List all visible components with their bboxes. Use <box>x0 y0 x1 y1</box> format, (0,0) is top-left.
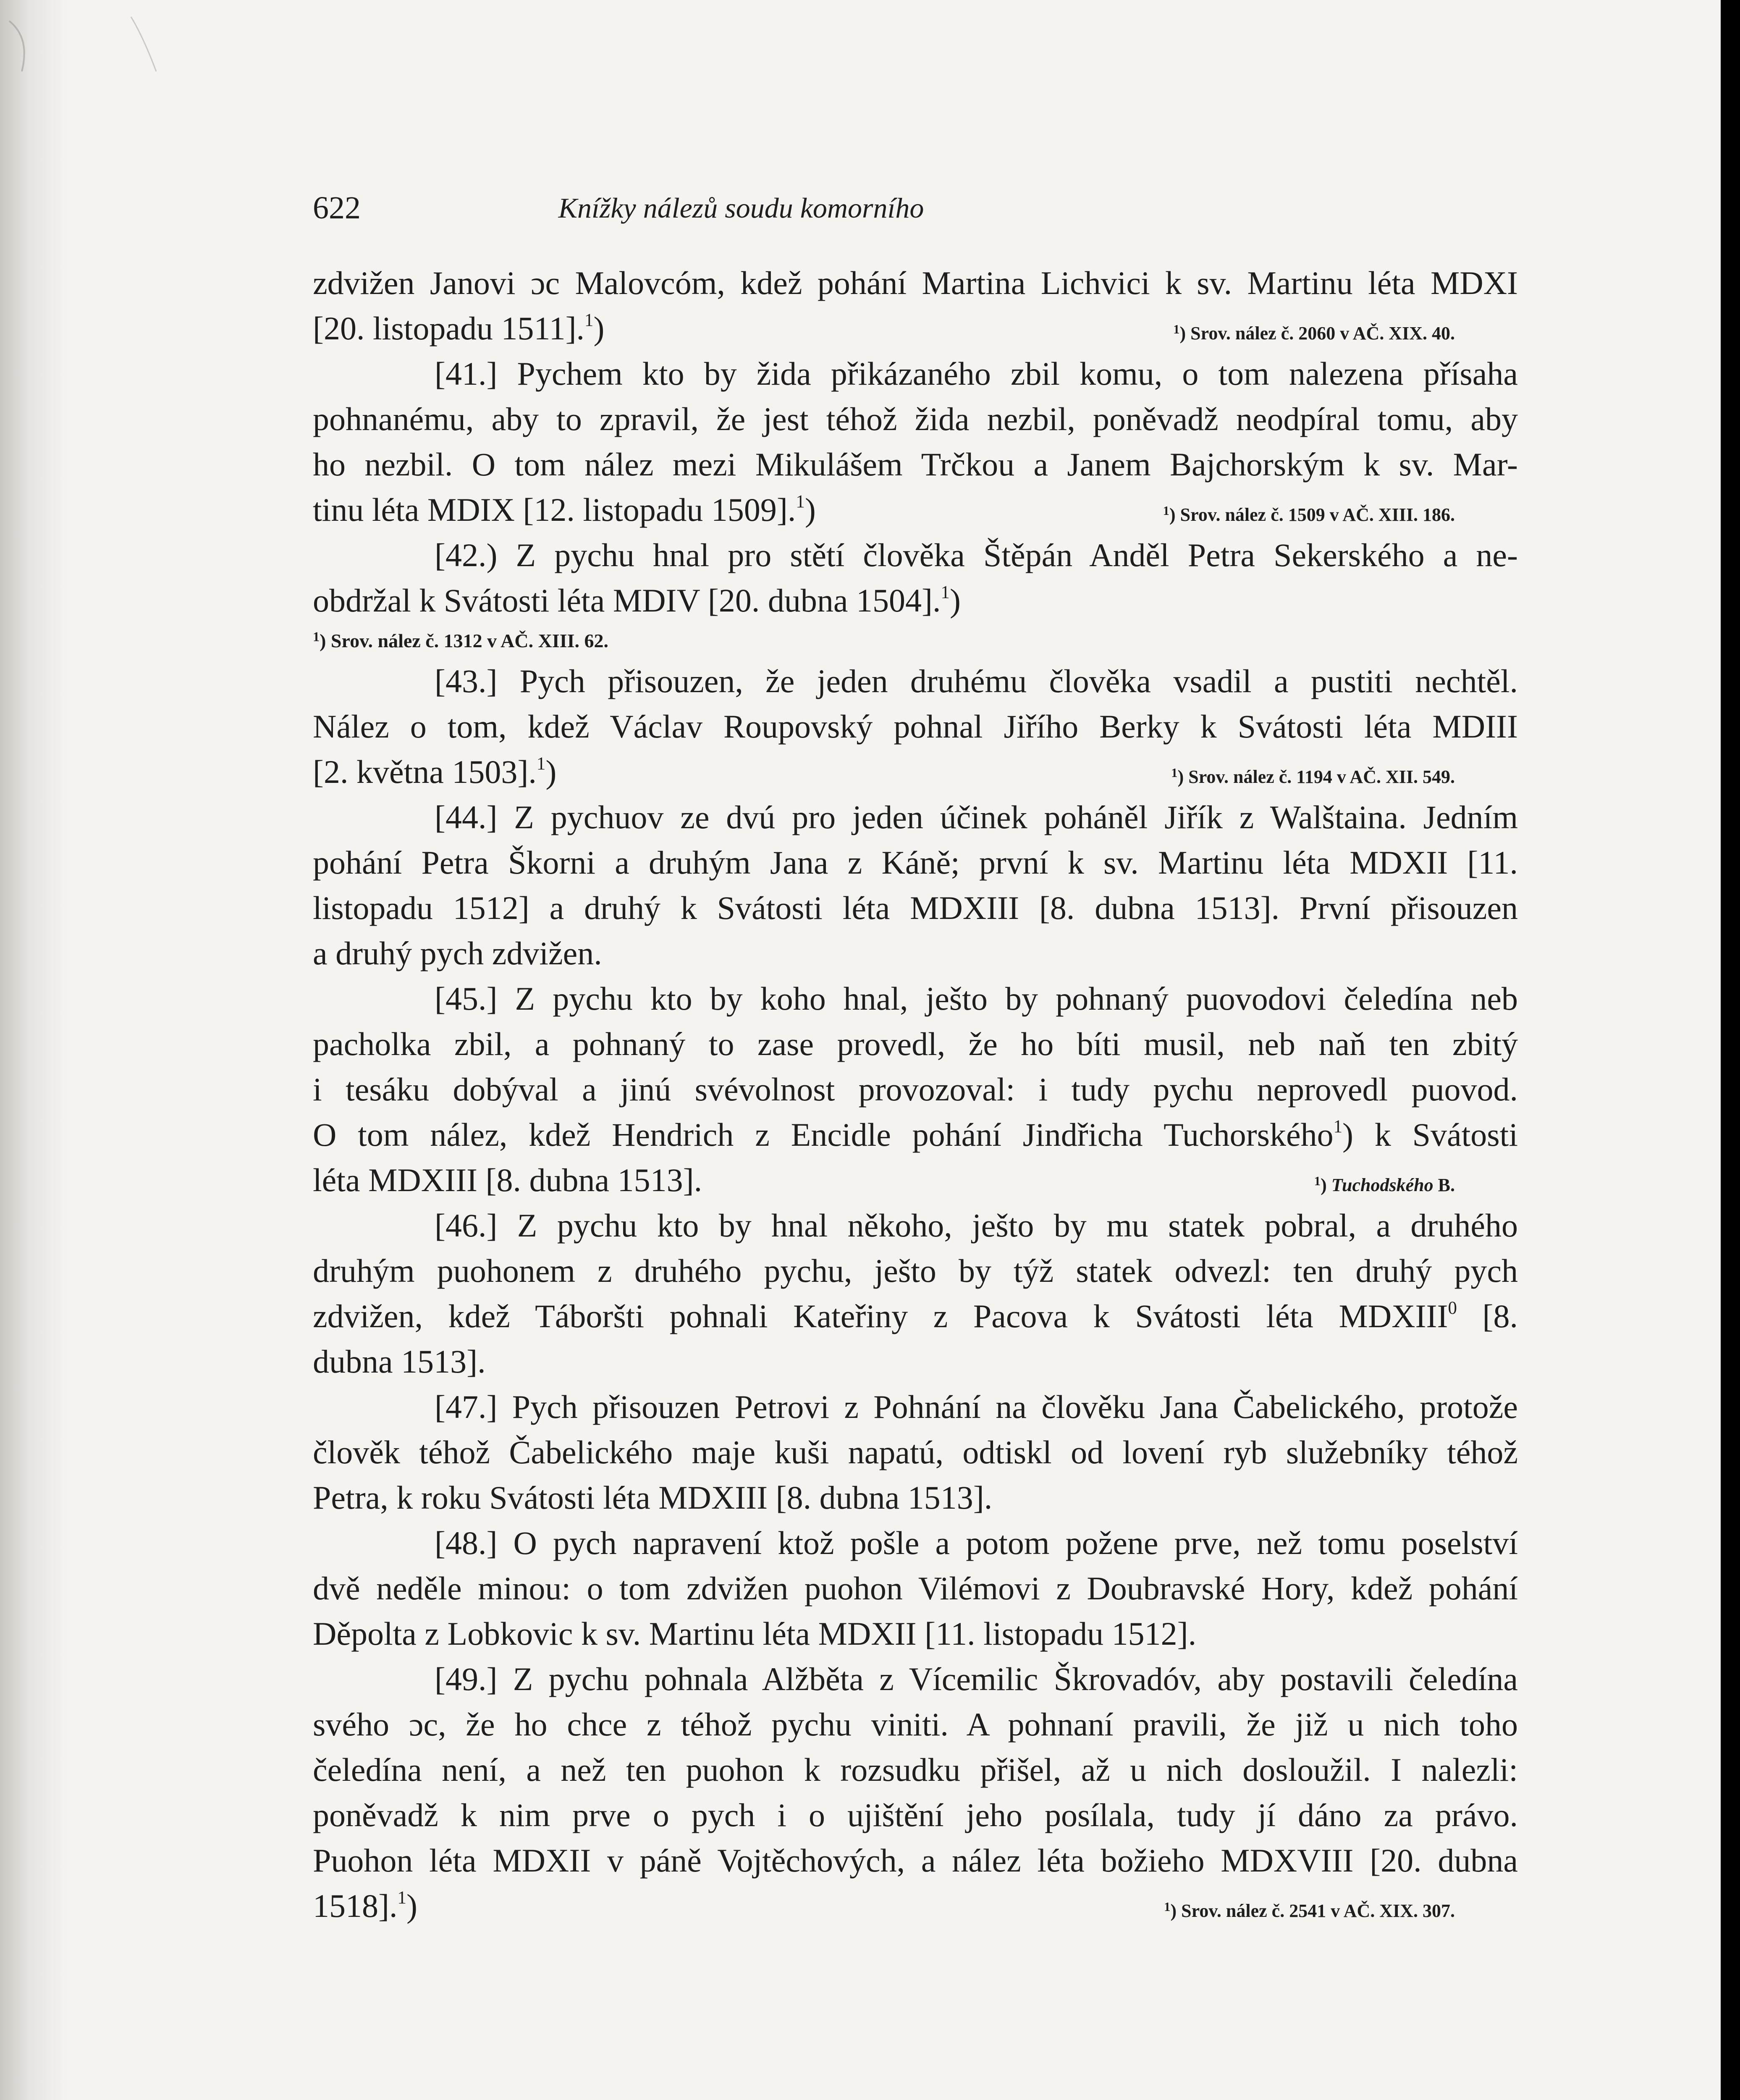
line-text: 1518]. <box>313 1887 398 1924</box>
text-line: ho nezbil. O tom nález mezi Mikulášem Trčkou a Janem Bajchorským k sv. Mar- <box>313 446 1518 483</box>
body-text <box>313 260 1518 1929</box>
scan-edge-right <box>1721 0 1740 2100</box>
text-line: Puohon léta MDXII v páně Vojtěchových, a nález léta božieho MDXVIII [20. dubna <box>313 1842 1518 1879</box>
text-line: 1518].$^1$) $^1$) Srov. nález č. 2541 v AČ. XIX. 307. <box>313 1883 1518 1929</box>
text-line: člověk téhož Čabelického maje kuši napatú, odtiskl od lovení ryb služebníky téhož <box>313 1434 1518 1470</box>
text-line: druhým puohonem z druhého pychu, ješto by týž statek odvezl: ten druhý pych <box>313 1252 1518 1289</box>
paragraph-start: [46.] Z pychu kto by hnal někoho, ješto by mu statek pobral, a druhého <box>435 1207 1518 1244</box>
footnote: $^1$) Srov. nález č. 1509 v AČ. XIII. 186. <box>1163 504 1455 525</box>
line-text: [2. května 1503]. <box>313 753 537 790</box>
paragraph-start: [43.] Pych přisouzen, že jeden druhému člověka vsadil a pustiti nechtěl. <box>435 663 1518 699</box>
footnote-ref: 1 <box>397 1887 406 1908</box>
footnote: $^1$) Srov. nález č. 1312 v AČ. XIII. 62. <box>313 629 608 651</box>
paragraph-start: [42.) Z pychu hnal pro stětí člověka Štěpán Anděl Petra Sekerského a ne- <box>435 537 1518 573</box>
text-line: tinu léta MDIX [12. listopadu 1509].$^1$) $^1$) Srov. nález č. 1509 v AČ. XIII. 186. <box>313 487 1518 533</box>
text-line: Petra, k roku Svátosti léta MDXIII [8. dubna 1513]. <box>313 1479 993 1516</box>
running-title: Knížky nálezů soudu komorního <box>558 192 924 224</box>
text-line: obdržal k Svátosti léta MDIV [20. dubna 1504].$^1$) <box>313 582 961 619</box>
footnote: $^1$) Srov. nález č. 2541 v AČ. XIX. 307. <box>1164 1900 1455 1921</box>
text-line: zdvižen Janovi ɔc Malovcóm, kdež pohání Martina Lichvici k sv. Martinu léta MDXI <box>313 265 1518 301</box>
paragraph-start: [49.] Z pychu pohnala Alžběta z Vícemilic Škrovadóv, aby postavili čeledína <box>435 1661 1518 1697</box>
text-line: zdvižen, kdež Táboršti pohnali Kateřiny z Pacova k Svátosti léta MDXIII$^0$ [8. <box>313 1298 1518 1334</box>
text-line: Děpolta z Lobkovic k sv. Martinu léta MDXII [11. listopadu 1512]. <box>313 1615 1197 1652</box>
footnote-ref: 1 <box>536 753 546 774</box>
line-text: tinu léta MDIX [12. listopadu 1509]. <box>313 491 796 528</box>
footnote: $^1$) Srov. nález č. 1194 v AČ. XII. 549. <box>1171 766 1455 787</box>
page-corner-scuff <box>5 13 165 76</box>
text-line: [20. listopadu 1511].$^1$) $^1$) Srov. nález č. 2060 v AČ. XIX. 40. <box>313 306 1518 351</box>
text-line: léta MDXIII [8. dubna 1513]. $^1$) Tuchodského B. <box>313 1158 1518 1203</box>
text-line: pohání Petra Škorni a druhým Jana z Káně; první k sv. Martinu léta MDXII [11. <box>313 844 1518 881</box>
text-line: dvě neděle minou: o tom zdvižen puohon Vilémovi z Doubravské Hory, kdež pohání <box>313 1570 1518 1606</box>
footnote-ref: 1 <box>796 491 805 512</box>
paragraph-start: [41.] Pychem kto by žida přikázaného zbil komu, o tom nalezena přísaha <box>435 355 1518 392</box>
footnote-ref: 1 <box>941 582 950 602</box>
paragraph-start: [48.] O pych napravení ktož pošle a potom požene prve, než tomu poselství <box>435 1525 1518 1561</box>
footnote: $^1$) Srov. nález č. 2060 v AČ. XIX. 40. <box>1173 322 1455 344</box>
binding-shadow <box>0 0 67 2100</box>
text-line: poněvadž k nim prve o pych i o ujištění jeho posílala, tudy jí dáno za právo. <box>313 1797 1518 1833</box>
text-line: Nález o tom, kdež Václav Roupovský pohnal Jiřího Berky k Svátosti léta MDIII <box>313 708 1518 745</box>
text-line: a druhý pych zdvižen. <box>313 935 602 971</box>
text-line: i tesáku dobýval a jinú svévolnost provozoval: i tudy pychu neprovedl puovod. <box>313 1071 1518 1108</box>
paragraph-start: [44.] Z pychuov ze dvú pro jeden účinek poháněl Jiřík z Walštaina. Jedním <box>435 799 1518 835</box>
degree-mark: 0 <box>1448 1298 1457 1318</box>
text-line: listopadu 1512] a druhý k Svátosti léta MDXIII [8. dubna 1513]. První přisouzen <box>313 890 1518 926</box>
text-line: dubna 1513]. <box>313 1343 486 1380</box>
text-line: svého ɔc, že ho chce z téhož pychu viniti. A pohnaní pravili, že již u nich toho <box>313 1706 1518 1743</box>
paragraph-start: [45.] Z pychu kto by koho hnal, ješto by pohnaný puovodovi čeledína neb <box>435 980 1518 1017</box>
footnote-ref: 1 <box>1333 1116 1343 1137</box>
line-text: [20. listopadu 1511]. <box>313 310 585 346</box>
page-number: 622 <box>313 190 361 226</box>
text-line: pohnanému, aby to zpravil, že jest téhož žida nezbil, poněvadž neodpíral tomu, aby <box>313 401 1518 437</box>
text-line: [2. května 1503].$^1$) $^1$) Srov. nález č. 1194 v AČ. XII. 549. <box>313 749 1518 795</box>
footnote-ref: 1 <box>584 310 594 330</box>
paragraph-start: [47.] Pych přisouzen Petrovi z Pohnání na člověku Jana Čabelického, protože <box>435 1389 1518 1425</box>
text-line: čeledína není, a než ten puohon k rozsudku přišel, až u nich dosloužil. I nalezli: <box>313 1751 1518 1788</box>
text-line: pacholka zbil, a pohnaný to zase provedl, že ho bíti musil, neb naň ten zbitý <box>313 1026 1518 1062</box>
text-line: O tom nález, kdež Hendrich z Encidle pohání Jindřicha Tuchorského$^1$) k Svátosti <box>313 1116 1518 1153</box>
footnote: $^1$) Tuchodského B. <box>1314 1174 1455 1195</box>
page-header <box>313 185 1169 235</box>
